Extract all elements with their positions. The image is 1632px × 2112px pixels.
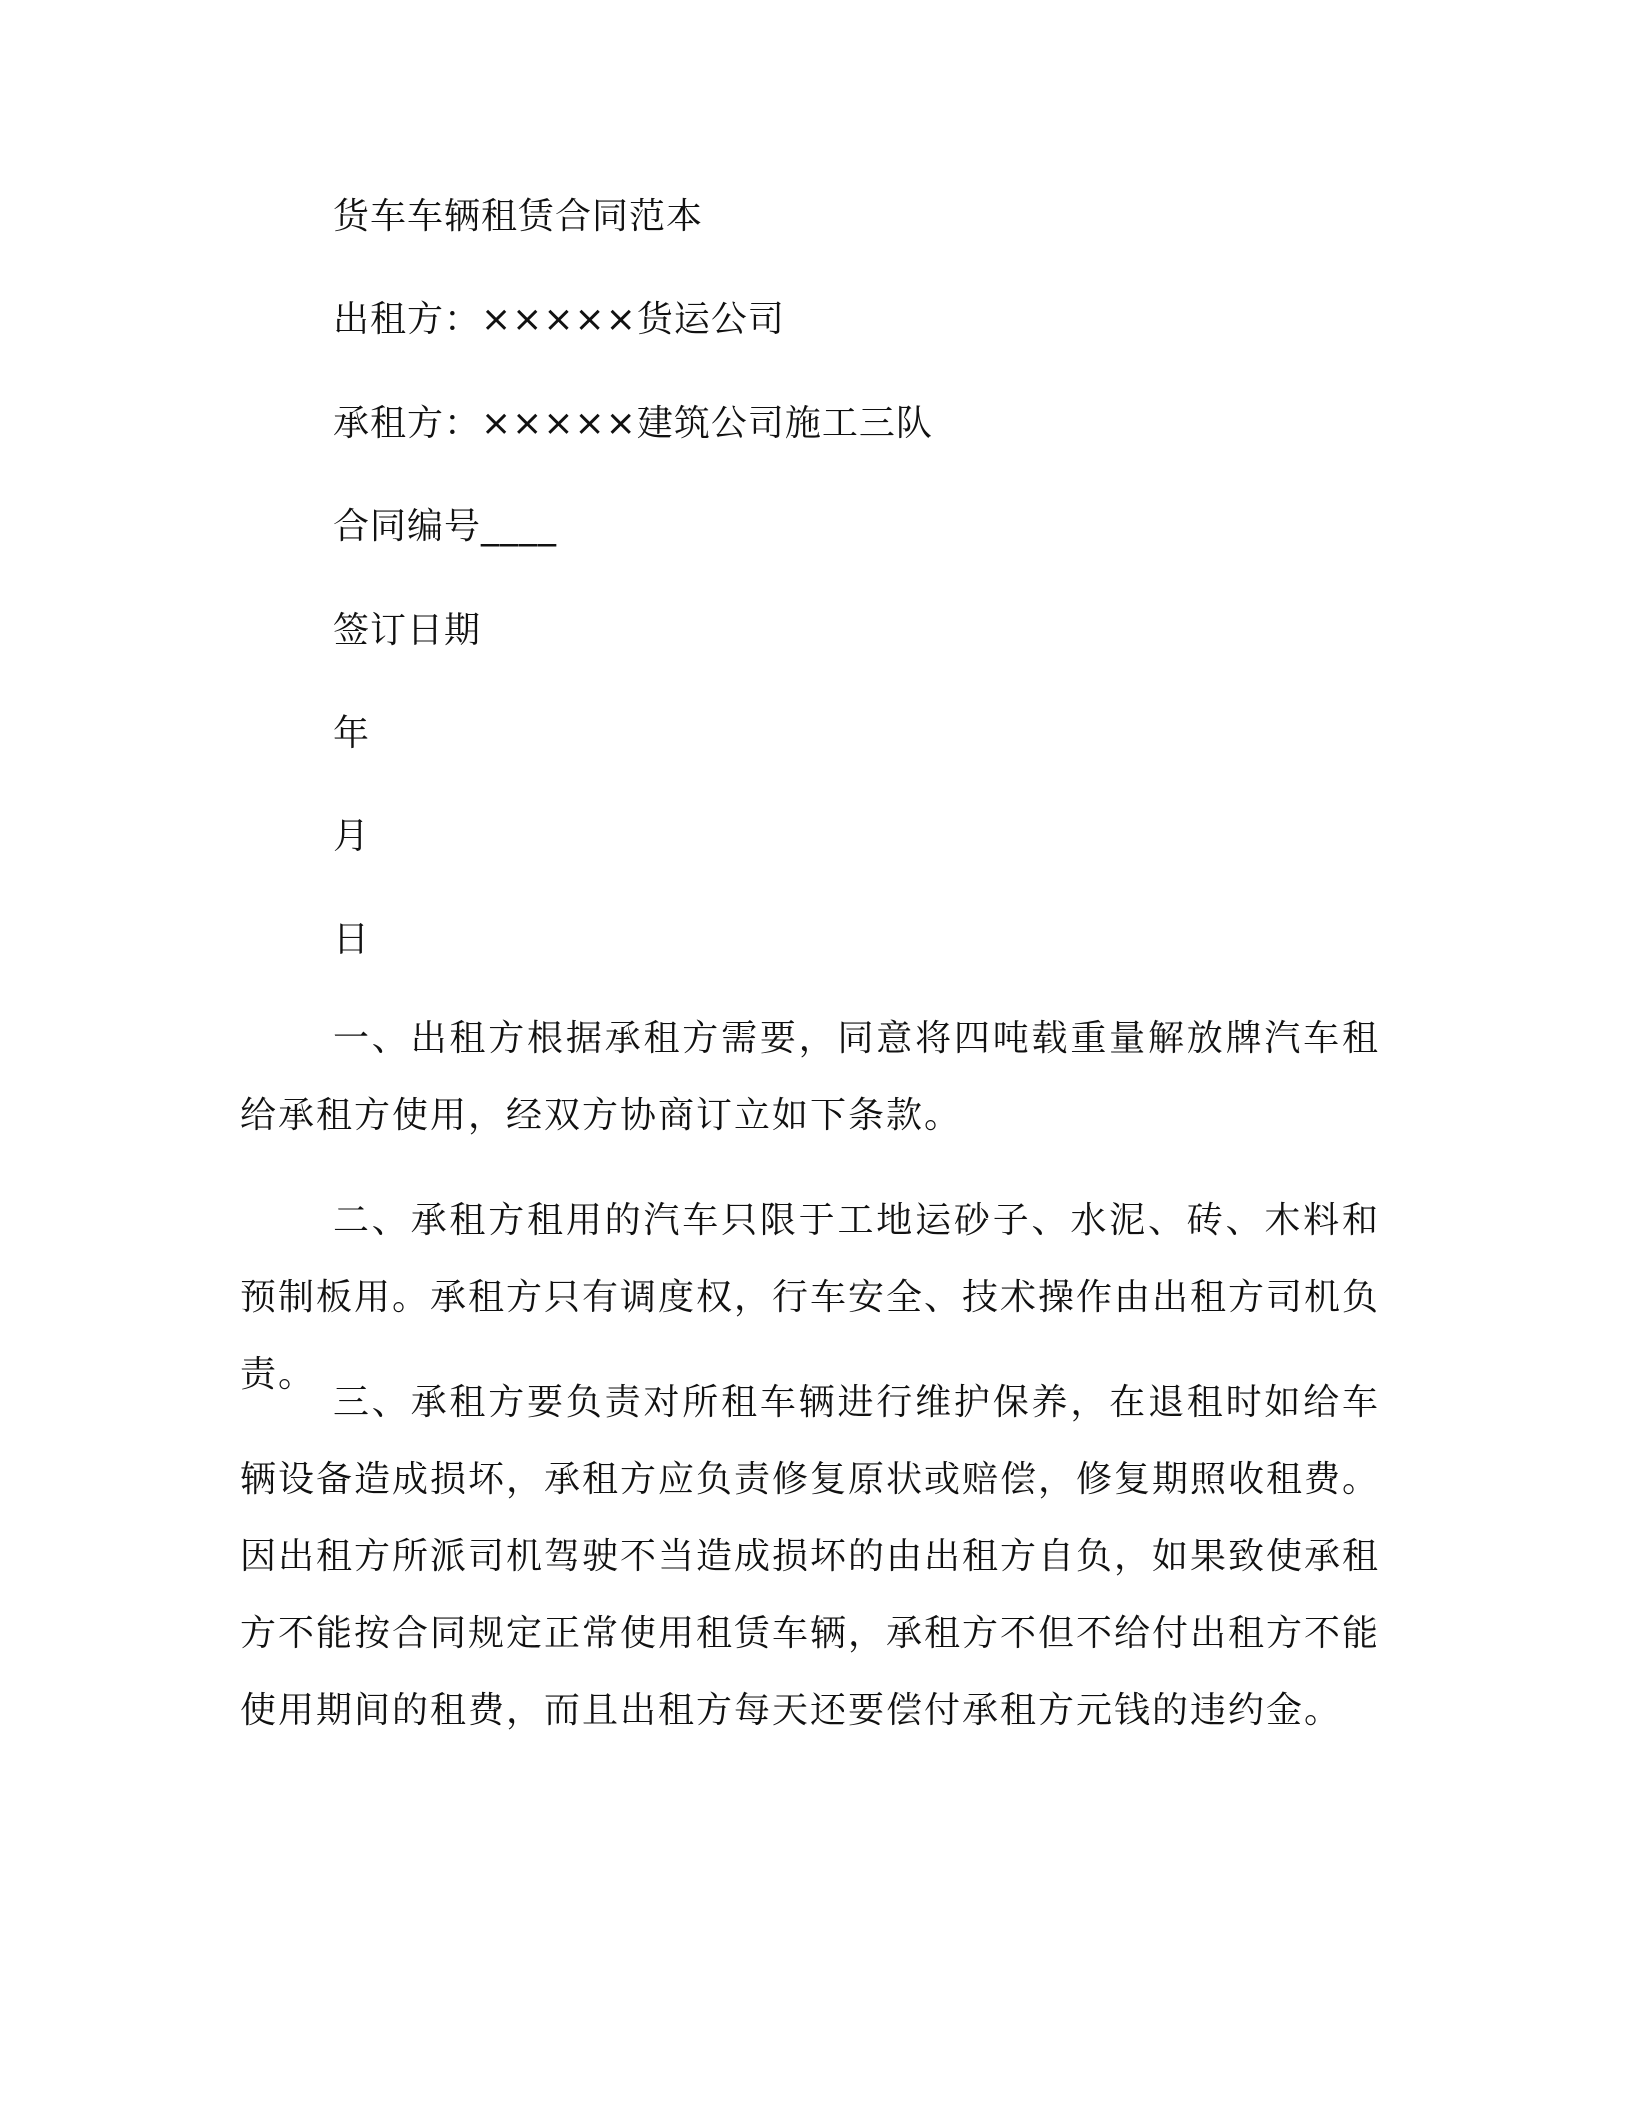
clause-2: 二、承租方租用的汽车只限于工地运砂子、水泥、砖、木料和预制板用。承租方只有调度权，行车安全、技术操作由出租方司机负责。 — [240, 1200, 1381, 1395]
contract-number-line: 合同编号____ — [333, 506, 558, 547]
lessee-line: 承租方：×××××建筑公司施工三队 — [333, 403, 933, 444]
document-title: 货车车辆租赁合同范本 — [333, 196, 704, 237]
month-label: 月 — [333, 816, 371, 857]
sign-date-label: 签订日期 — [333, 610, 482, 651]
clause-1: 一、出租方根据承租方需要，同意将四吨载重量解放牌汽车租给承租方使用，经双方协商订立如下条款。 — [240, 1018, 1380, 1136]
year-label: 年 — [333, 713, 371, 754]
day-label: 日 — [333, 919, 371, 960]
lessor-line: 出租方：×××××货运公司 — [333, 299, 785, 340]
clause-3: 三、承租方要负责对所租车辆进行维护保养，在退租时如给车辆设备造成损坏，承租方应负责修复原状或赔偿，修复期照收租费。因出租方所派司机驾驶不当造成损坏的由出租方自负，如果致使承租方不能按合同规定正常使用租赁车辆，承租方不但不给付出租方不能使用期间的租费，而且出租方每天还要偿付承租方元钱的违约金。 — [240, 1382, 1381, 1731]
